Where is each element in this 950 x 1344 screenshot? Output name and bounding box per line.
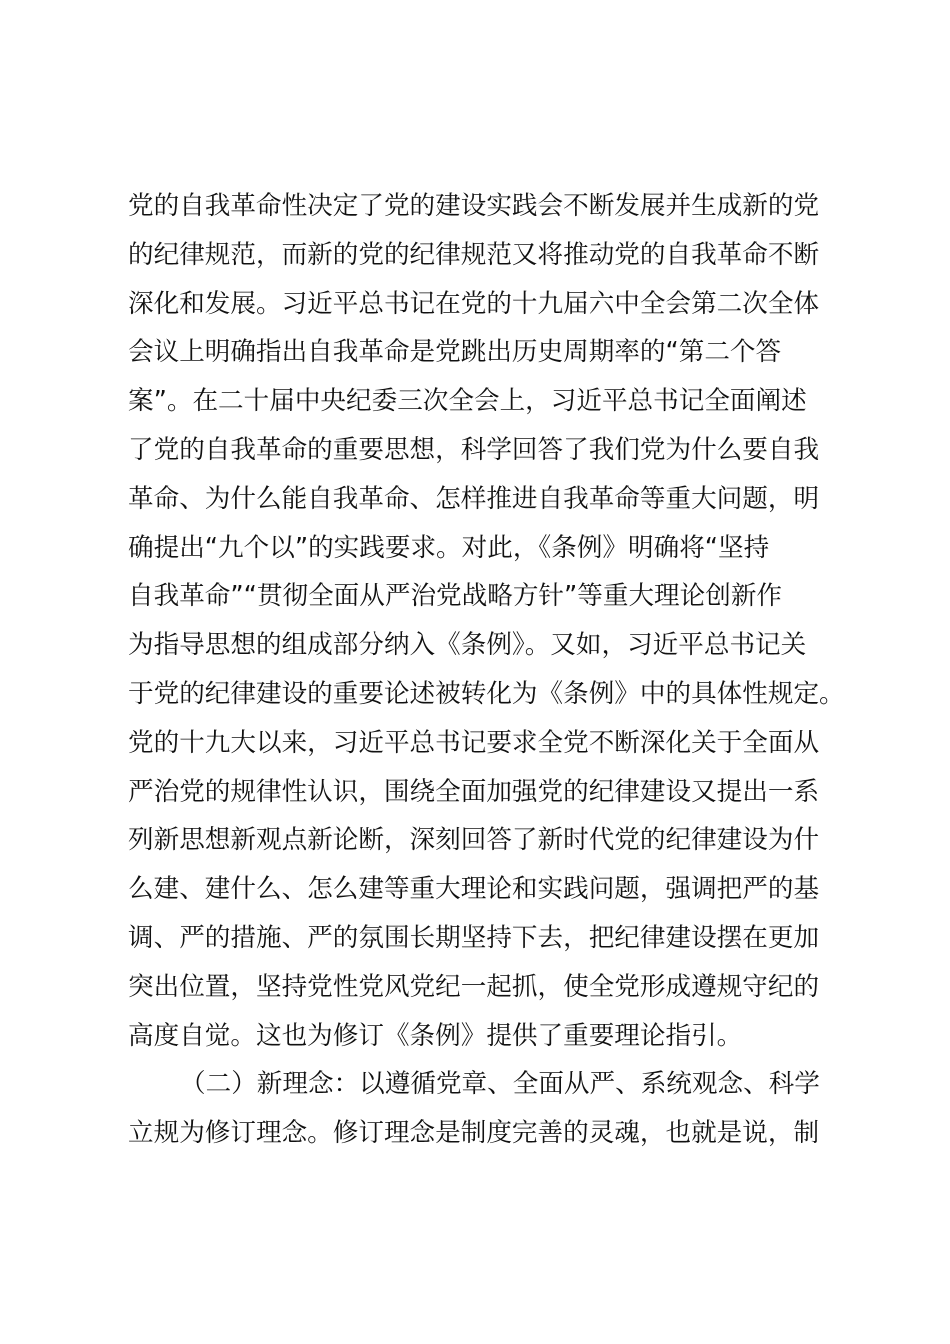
text-line: 会议上明确指出自我革命是党跳出历史周期率的“第二个答	[128, 337, 782, 368]
text-line: 深化和发展。习近平总书记在党的十九届六中全会第二次全体	[128, 288, 820, 319]
text-line: 案”。在二十届中央纪委三次全会上，习近平总书记全面阐述	[128, 386, 807, 417]
text-line: 革命、为什么能自我革命、怎样推进自我革命等重大问题，明	[128, 483, 820, 514]
body-text	[128, 182, 845, 1158]
text-line: 确提出“九个以”的实践要求。对此，《条例》明确将“坚持	[128, 532, 770, 563]
text-line: 突出位置，坚持党性党风党纪一起抓，使全党形成遵规守纪的	[128, 971, 820, 1002]
text-line: 的纪律规范，而新的党的纪律规范又将推动党的自我革命不断	[128, 239, 820, 270]
text-line: 立规为修订理念。修订理念是制度完善的灵魂，也就是说，制	[128, 1118, 820, 1149]
text-line: 于党的纪律建设的重要论述被转化为《条例》中的具体性规定。	[128, 678, 845, 709]
text-line: 严治党的规律性认识，围绕全面加强党的纪律建设又提出一系	[128, 776, 820, 807]
text-line: 为指导思想的组成部分纳入《条例》。又如，习近平总书记关	[128, 630, 807, 661]
text-line: 了党的自我革命的重要思想，科学回答了我们党为什么要自我	[128, 434, 820, 465]
text-line: 党的十九大以来，习近平总书记要求全党不断深化关于全面从	[128, 727, 820, 758]
text-line: 调、严的措施、严的氛围长期坚持下去，把纪律建设摆在更加	[128, 922, 820, 953]
text-line: 党的自我革命性决定了党的建设实践会不断发展并生成新的党	[128, 191, 820, 221]
text-line: 自我革命”“贯彻全面从严治党战略方针”等重大理论创新作	[128, 581, 783, 612]
text-line: 列新思想新观点新论断，深刻回答了新时代党的纪律建设为什	[128, 825, 820, 856]
text-line: 高度自觉。这也为修订《条例》提供了重要理论指引。	[128, 1020, 743, 1051]
text-line: 么建、建什么、怎么建等重大理论和实践问题，强调把严的基	[128, 874, 820, 905]
section-heading-line: （二）新理念：以遵循党章、全面从严、系统观念、科学	[180, 1069, 820, 1100]
